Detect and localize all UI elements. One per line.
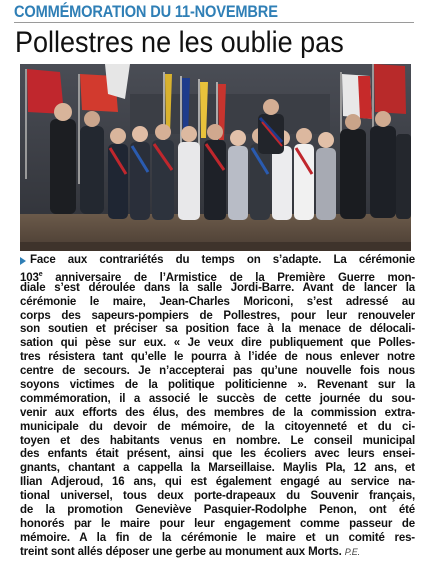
kicker-divider — [14, 22, 414, 23]
body-line: corps des sapeurs-pompiers de Pollestres, pour leur renouveler — [20, 309, 415, 322]
body-line-last: treint sont allés déposer une gerbe au monument aux Morts. P.E. — [20, 545, 360, 558]
ordinal-suffix: e — [38, 270, 43, 278]
article-photo — [20, 64, 411, 251]
body-line: sation qui pèse sur eux. « Je veux dire publiquement que Polles- — [20, 337, 415, 350]
body-line: honorés par le maire pour leur engagement comme passeur de — [20, 517, 415, 530]
body-line: Face aux contrariétés du temps on s’adapte. La cérémonie — [20, 254, 415, 268]
body-line: soyons victimes de la politique politicienne ». Revenant sur la — [20, 379, 415, 392]
body-line: son soutien et préciser sa position face à la menace de délocali- — [20, 323, 415, 336]
body-line: cérémonie le maire, Jean-Charles Moriconi, s’est adressé au — [20, 295, 415, 308]
body-line: mémoire. A la fin de la cérémonie le maire et un comité res- — [20, 531, 415, 544]
body-line: venir aux efforts des élus, des membres de la commission extra- — [20, 406, 415, 419]
body-line: commémoration, il a associé le succès de cette journée du sou- — [20, 392, 415, 405]
article-body — [20, 254, 415, 560]
body-line: tres résistera tant qu’elle le pourra à l’idée de nous enlever notre — [20, 351, 415, 364]
body-line: tional universel, tous deux porte-drapeaux du Souvenir français, — [20, 490, 415, 503]
section-kicker: COMMÉMORATION DU 11-NOVEMBRE — [14, 2, 278, 21]
body-line: toyen et des habitants venus en nombre. Le conseil municipal — [20, 434, 415, 447]
body-line: gnants, chantant a cappella la Marseillaise. Maylis Pla, 12 ans, et — [20, 462, 415, 475]
body-line: de la promotion Geneviève Pasquier-Rodolphe Penon, ont été — [20, 504, 415, 517]
paragraph-bullet-icon — [20, 257, 26, 265]
author-initials: P.E. — [344, 546, 360, 557]
body-line: municipale du devoir de mémoire, de la citoyenneté et du ci- — [20, 420, 415, 433]
article-headline: Pollestres ne les oublie pas — [15, 26, 344, 59]
body-line: des enfants était présent, ainsi que les écoliers avec leurs ensei- — [20, 448, 415, 461]
body-line: centre de secours. Je n’accepterai pas qu’une nouvelle fois nous — [20, 365, 415, 378]
body-line: 103e anniversaire de l’Armistice de la Première Guerre mon- — [20, 270, 415, 284]
body-line: diale s’est déroulée dans la salle Jordi-Barre. Avant de lancer la — [20, 281, 415, 294]
body-line: Ilian Adjeroud, 16 ans, qui est également engagé au service na- — [20, 476, 415, 489]
